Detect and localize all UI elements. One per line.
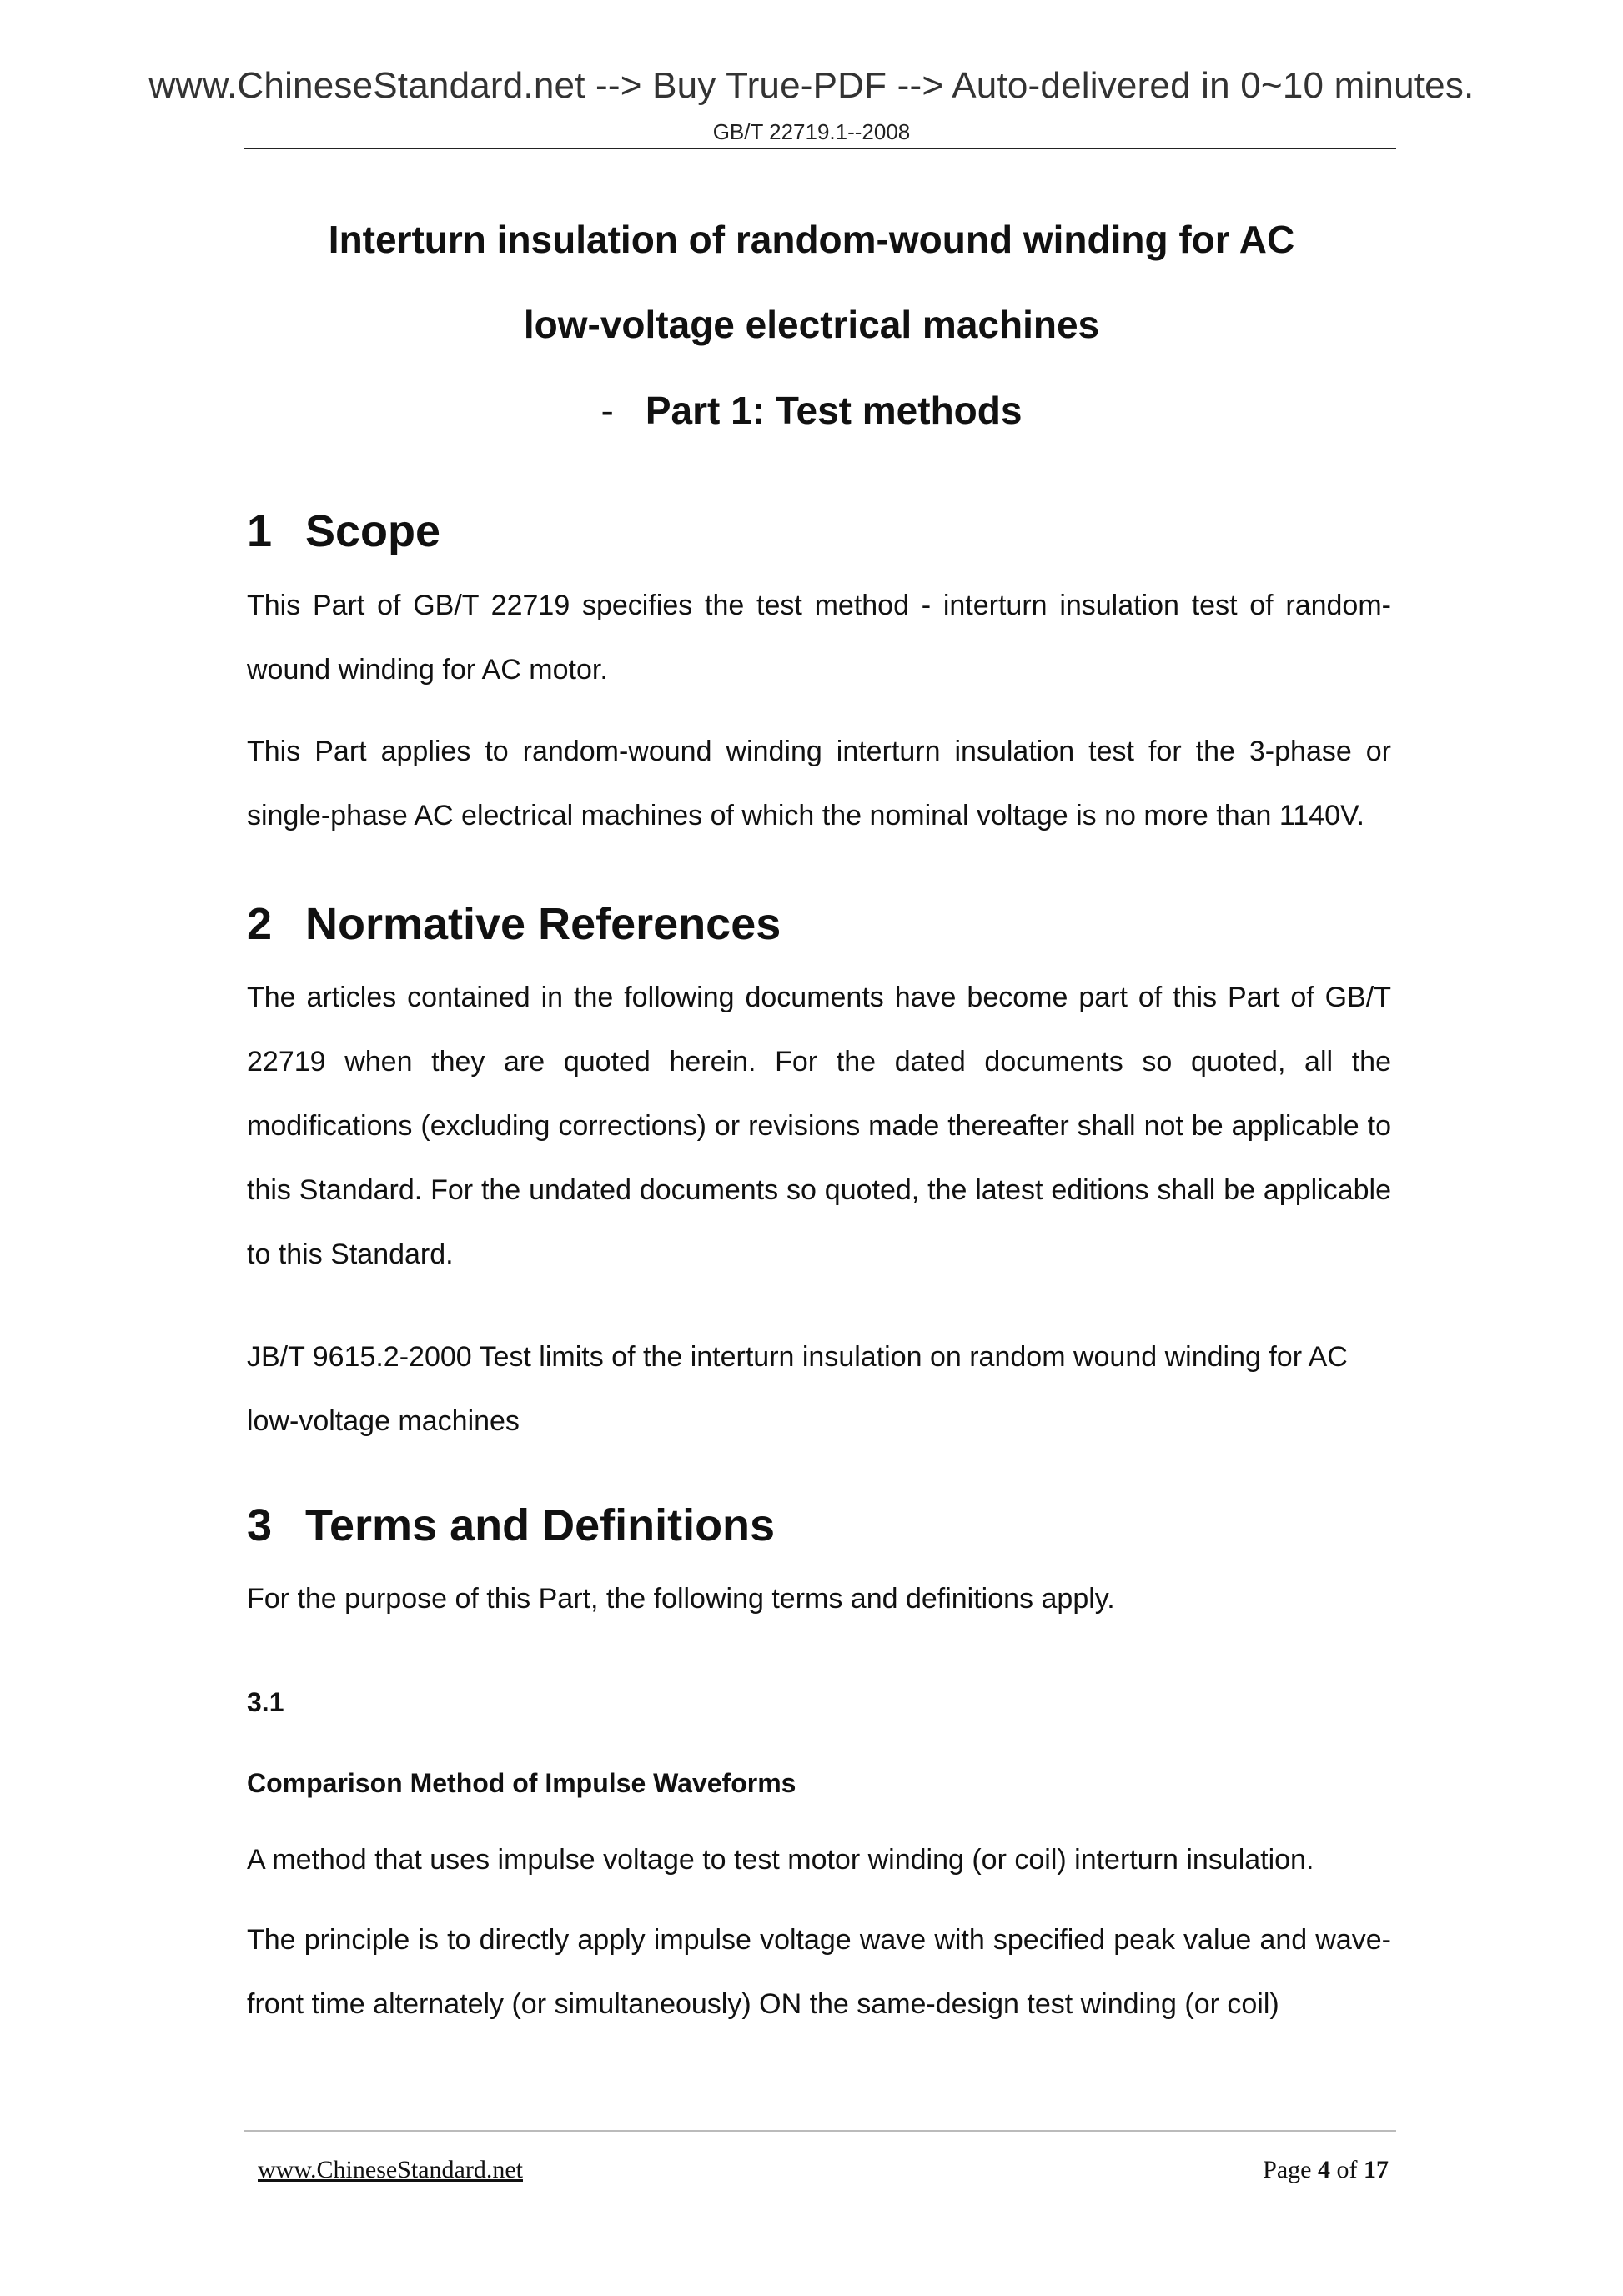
- section-number: 3: [247, 1500, 273, 1550]
- section-heading-terms-definitions: [247, 1500, 775, 1551]
- footer-website-link[interactable]: www.ChineseStandard.net: [258, 2156, 523, 2183]
- document-title-line-2: low-voltage electrical machines: [523, 303, 1100, 346]
- scope-paragraph-2: This Part applies to random-wound winding interturn insulation test for the 3-phase or single-phase AC electrical machines of which the nominal voltage is no more than 1140V.: [247, 736, 1391, 831]
- section-title: Normative References: [305, 899, 781, 949]
- document-title-line-3: [0, 388, 1623, 433]
- terms-intro-paragraph: For the purpose of this Part, the following terms and definitions apply.: [247, 1583, 1115, 1615]
- section-title: Scope: [305, 506, 441, 556]
- section-heading-scope: [247, 505, 440, 557]
- header-banner: www.ChineseStandard.net --> Buy True-PDF --> Auto-delivered in 0~10 minutes.: [148, 65, 1475, 106]
- term-definition-paragraph-1: A method that uses impulse voltage to test motor winding (or coil) interturn insulation.: [247, 1844, 1314, 1876]
- document-id: GB/T 22719.1--2008: [712, 119, 911, 144]
- page-current: 4: [1318, 2156, 1330, 2183]
- section-heading-normative-references: [247, 898, 781, 950]
- term-number: 3.1: [247, 1687, 284, 1717]
- title-part-label: Part 1: Test methods: [645, 389, 1023, 432]
- references-paragraph-1: The articles contained in the following documents have become part of this Part of GB/T 22719 when they are quoted herein. For the dated documents so quoted, all the modifications (excluding corrections) or revisions made thereafter shall not be applicable to this Standard. For the undated documents so quoted, the latest editions shall be applicable to this Standard.: [247, 982, 1391, 1270]
- term-definition-paragraph-2: The principle is to directly apply impulse voltage wave with specified peak value and wave-front time alternately (or simultaneously) ON the same-design test winding (or coil): [247, 1924, 1391, 2020]
- section-title: Terms and Definitions: [305, 1500, 776, 1550]
- term-title: Comparison Method of Impulse Waveforms: [247, 1768, 796, 1798]
- document-title-line-1: Interturn insulation of random-wound winding for AC: [328, 218, 1295, 261]
- references-paragraph-2: JB/T 9615.2-2000 Test limits of the interturn insulation on random wound winding for AC low-voltage machines: [247, 1341, 1348, 1437]
- page-of: of: [1336, 2156, 1358, 2183]
- section-number: 1: [247, 506, 273, 556]
- header-divider: [244, 148, 1396, 149]
- page-label: Page: [1263, 2156, 1312, 2183]
- page-total: 17: [1364, 2156, 1389, 2183]
- footer-divider: [244, 2130, 1396, 2132]
- page-number: [1263, 2156, 1389, 2184]
- title-dash: -: [600, 389, 614, 432]
- scope-paragraph-1: This Part of GB/T 22719 specifies the test method - interturn insulation test of random-wound winding for AC motor.: [247, 590, 1391, 686]
- section-number: 2: [247, 899, 273, 949]
